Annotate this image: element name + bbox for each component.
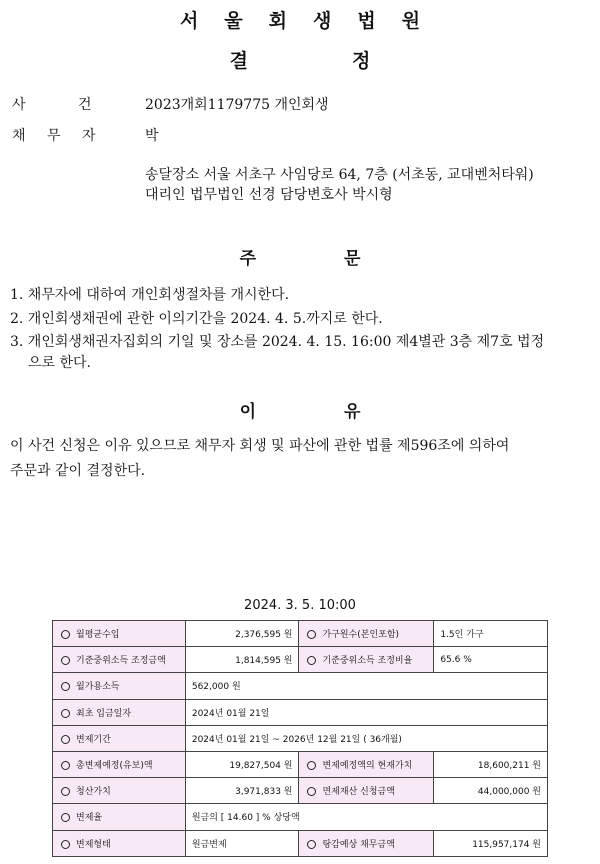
table-row <box>53 699 548 725</box>
median-ratio-label: 기준중위소득 조정비율 <box>299 647 434 673</box>
table-row <box>53 751 548 777</box>
monthly-income-value: 2,376,595 원 <box>185 621 299 647</box>
median-ratio-value: 65.6 % <box>434 647 548 673</box>
liquidation-value: 3,971,833 원 <box>185 778 299 804</box>
circle-bullet-icon <box>307 630 316 639</box>
first-payment-label: 최초 입금일자 <box>53 699 186 725</box>
reason-text-line-2: 주문과 같이 결정한다. <box>10 463 146 479</box>
available-income-value: 562,000 원 <box>185 673 547 699</box>
table-row <box>53 804 548 830</box>
circle-bullet-icon <box>307 840 316 849</box>
repay-rate-value: 원금의 [ 14.60 ] % 상당액 <box>185 804 547 830</box>
total-repay-label: 총변제예정(유보)액 <box>53 751 186 777</box>
table-row <box>53 621 548 647</box>
present-value-value: 18,600,211 원 <box>434 751 548 777</box>
total-repay-value: 19,827,504 원 <box>185 751 299 777</box>
first-payment-value: 2024년 01월 21일 <box>185 699 547 725</box>
table-row <box>53 725 548 751</box>
median-income-value: 1,814,595 원 <box>185 647 299 673</box>
circle-bullet-icon <box>61 735 70 744</box>
order-heading-char-2: 문 <box>344 249 361 269</box>
monthly-income-label: 월평균수입 <box>53 621 186 647</box>
circle-bullet-icon <box>61 813 70 822</box>
court-name: 서울회생법원 <box>179 10 447 32</box>
case-label-char-1: 사 <box>12 97 26 113</box>
exempt-label: 면제재산 신청금액 <box>299 778 434 804</box>
circle-bullet-icon <box>307 787 316 796</box>
repay-type-label: 변제형태 <box>53 830 186 856</box>
decision-title <box>0 46 600 73</box>
circle-bullet-icon <box>61 761 70 770</box>
table-row <box>53 673 548 699</box>
order-item-1: 1. 채무자에 대하여 개인회생절차를 개시한다. <box>10 287 290 303</box>
debtor-name: 박 <box>145 128 159 144</box>
circle-bullet-icon <box>61 787 70 796</box>
table-row <box>53 778 548 804</box>
circle-bullet-icon <box>307 656 316 665</box>
order-heading-char-1: 주 <box>239 249 256 269</box>
table-row <box>53 647 548 673</box>
liquidation-label: 청산가치 <box>53 778 186 804</box>
circle-bullet-icon <box>307 761 316 770</box>
info-table <box>52 620 548 857</box>
case-number: 2023개회1179775 개인회생 <box>145 97 329 113</box>
debtor-label-char-2: 무 <box>47 128 61 144</box>
exempt-value: 44,000,000 원 <box>434 778 548 804</box>
reason-heading <box>0 397 600 422</box>
debtor-label-char-1: 채 <box>12 128 26 144</box>
circle-bullet-icon <box>61 630 70 639</box>
reduction-value: 115,957,174 원 <box>434 830 548 856</box>
order-item-3: 3. 개인회생채권자집회의 기일 및 장소를 2024. 4. 15. 16:00 제4별관 3층 제7호 법정 <box>10 334 545 350</box>
repay-rate-label: 변제율 <box>53 804 186 830</box>
repay-type-value: 원금변제 <box>185 830 299 856</box>
circle-bullet-icon <box>61 656 70 665</box>
reduction-label: 탕감예상 채무금액 <box>299 830 434 856</box>
available-income-label: 월가용소득 <box>53 673 186 699</box>
present-value-label: 변제예정액의 현재가치 <box>299 751 434 777</box>
circle-bullet-icon <box>61 840 70 849</box>
reason-heading-char-2: 유 <box>344 402 361 422</box>
order-item-3-cont: 으로 한다. <box>28 355 91 371</box>
circle-bullet-icon <box>61 682 70 691</box>
service-address: 송달장소 서울 서초구 사임당로 64, 7층 (서초동, 교대벤처타워) <box>145 167 534 183</box>
decision-char-1: 결 <box>229 50 248 72</box>
decision-char-2: 정 <box>352 50 371 72</box>
reason-text-line-1: 이 사건 신청은 이유 있으므로 채무자 회생 및 파산에 관한 법률 제596조에 의하여 <box>10 438 510 454</box>
household-label: 가구원수(본인포함) <box>299 621 434 647</box>
case-label-char-2: 건 <box>78 97 92 113</box>
period-label: 변제기간 <box>53 725 186 751</box>
circle-bullet-icon <box>61 709 70 718</box>
household-value: 1.5인 가구 <box>434 621 548 647</box>
order-heading <box>0 244 600 269</box>
decision-date: 2024. 3. 5. 10:00 <box>244 598 356 613</box>
order-item-2: 2. 개인회생채권에 관한 이의기간을 2024. 4. 5.까지로 한다. <box>10 311 383 327</box>
debtor-label-char-3: 자 <box>82 128 96 144</box>
reason-heading-char-1: 이 <box>239 402 256 422</box>
legal-agent: 대리인 법무법인 선경 담당변호사 박시형 <box>145 187 393 203</box>
median-income-label: 기준중위소득 조정금액 <box>53 647 186 673</box>
table-row <box>53 830 548 856</box>
period-value: 2024년 01월 21일 ~ 2026년 12월 21일 ( 36개월) <box>185 725 547 751</box>
